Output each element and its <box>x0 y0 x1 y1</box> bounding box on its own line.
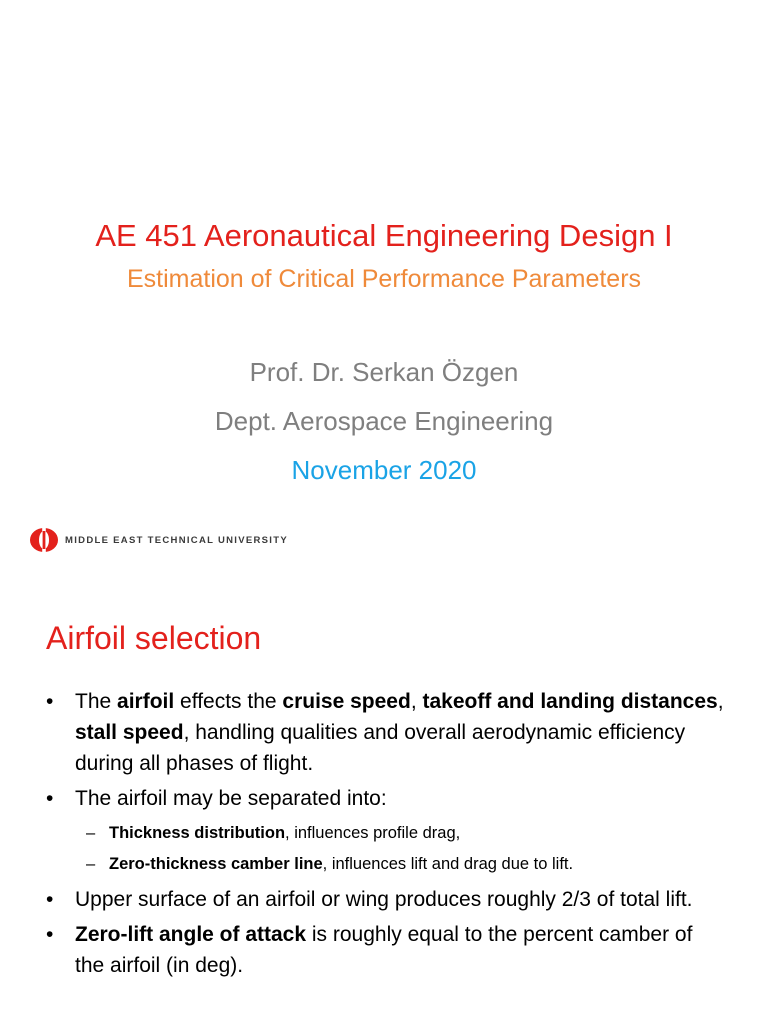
bullet-text: effects the <box>174 690 283 713</box>
author-name: Prof. Dr. Serkan Özgen <box>249 357 519 387</box>
bullet-text: Upper surface of an airfoil or wing produces roughly 2/3 of total lift. <box>75 888 693 911</box>
department: Dept. Aerospace Engineering <box>214 406 554 436</box>
bullet-text: is roughly equal to the percent camber of the airfoil (in deg). <box>75 923 693 977</box>
content-slide <box>0 576 768 1024</box>
bullet-text: The <box>75 690 118 713</box>
bullet-bold-text: Thickness distribution <box>109 824 286 842</box>
bullet-item <box>46 783 726 814</box>
bullet-text: , <box>410 690 423 713</box>
university-logo <box>29 527 288 553</box>
bullet-text: , <box>717 690 724 713</box>
bullet-bold-text: Zero-thickness camber line <box>109 855 323 873</box>
bullet-dot-icon: • <box>46 888 54 911</box>
bullet-text: , influences profile drag, <box>285 824 461 842</box>
sub-bullet-item <box>46 849 726 880</box>
bullet-text: The airfoil may be separated into: <box>75 787 387 810</box>
dash-icon: – <box>86 855 96 873</box>
bullet-item <box>46 884 726 915</box>
subtitle: Estimation of Critical Performance Parameters <box>126 265 642 293</box>
bullet-bold-text: stall speed <box>75 721 184 744</box>
bullet-bold-text: cruise speed <box>282 690 411 713</box>
bullet-bold-text: airfoil <box>117 690 175 713</box>
bullet-text: , influences lift and drag due to lift. <box>322 855 574 873</box>
course-title: AE 451 Aeronautical Engineering Design I <box>95 218 673 253</box>
bullet-item <box>46 686 726 779</box>
bullet-item <box>46 919 726 981</box>
bullet-dot-icon: • <box>46 787 54 810</box>
sub-bullet-item <box>46 818 726 849</box>
bullet-bold-text: takeoff and landing distances <box>422 690 718 713</box>
bullet-text: , handling qualities and overall aerodynamic efficiency during all phases of flight. <box>75 721 686 775</box>
dash-icon: – <box>86 824 96 842</box>
date: November 2020 <box>291 455 477 485</box>
logo-text: MIDDLE EAST TECHNICAL UNIVERSITY <box>65 534 288 546</box>
bullet-dot-icon: • <box>46 690 54 713</box>
metu-logo-icon <box>29 527 59 553</box>
bullet-dot-icon: • <box>46 923 54 946</box>
slide-title: Airfoil selection <box>46 620 262 656</box>
bullet-bold-text: Zero-lift angle of attack <box>75 923 307 946</box>
bullet-list <box>46 686 726 985</box>
